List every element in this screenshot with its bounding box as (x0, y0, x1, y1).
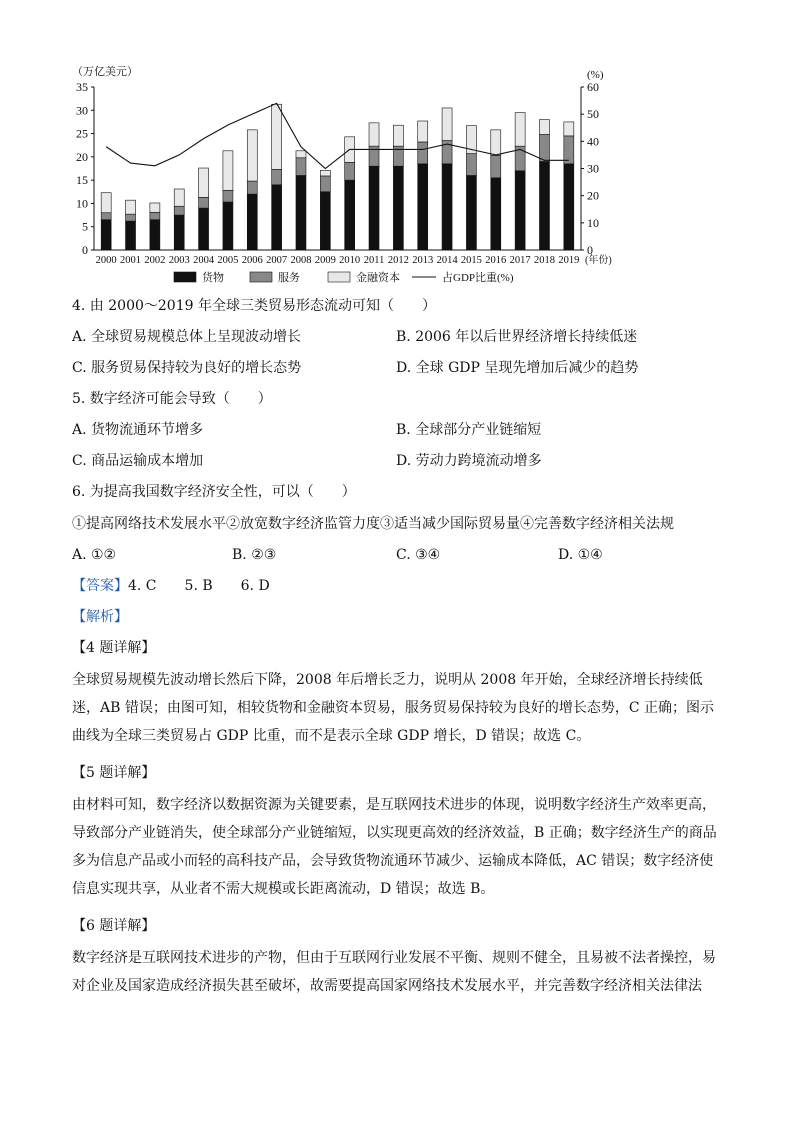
x-tick-label: 2005 (217, 255, 239, 266)
trade-chart-svg (66, 60, 626, 290)
bar-货物-2003 (174, 215, 184, 250)
analysis-tag: 【解析】 (72, 609, 128, 625)
bar-货物-2012 (393, 166, 403, 250)
bar-货物-2004 (199, 208, 209, 250)
x-tick-label: 2016 (485, 255, 507, 266)
x-tick-label: 2013 (412, 255, 434, 266)
bar-服务-2009 (320, 176, 330, 192)
right-tick-label: 0 (587, 243, 593, 257)
left-tick-label: 25 (76, 126, 88, 141)
explain-5-heading: 【5 题详解】 (72, 765, 156, 781)
bar-货物-2014 (442, 164, 452, 250)
legend-label-货物: 货物 (202, 272, 224, 284)
bar-货物-2015 (466, 175, 476, 250)
x-tick-label: 2000 (95, 255, 117, 266)
q6-option-d[interactable]: D. ①④ (558, 547, 603, 563)
bar-服务-2004 (199, 197, 209, 208)
right-tick-label: 10 (587, 215, 599, 230)
q5-option-a[interactable]: A. 货物流通环节增多 (72, 422, 204, 438)
bar-服务-2006 (247, 181, 257, 194)
left-tick-label: 5 (82, 219, 88, 234)
bar-货物-2017 (515, 171, 525, 250)
bar-金融资本-2003 (174, 189, 184, 206)
x-tick-label: 2007 (266, 255, 288, 266)
explain-5-text: 由材料可知，数字经济以数据资源为关键要素，是互联网技术进步的体现，说明数字经济生产效率更高，导致部分产业链消失，使全球部分产业链缩短，以实现更高效的经济效益，B 正确；数字经济生产的商品多为信息产品或小而轻的高科技产品，会导致货物流通环节减少、运输成本降低，AC 错误；数字经济使信息实现共享，从业者不需大规模或长距离流动，D 错误；故选 B。 (72, 797, 717, 897)
explain-6-text: 数字经济是互联网技术进步的产物，但由于互联网行业发展不平衡、规则不健全，且易被不法者操控，易对企业及国家造成经济损失甚至破坏，故需要提高国家网络技术发展水平，并完善数字经济相关法律法 (72, 950, 716, 994)
legend-label-金融资本: 金融资本 (356, 272, 400, 284)
q5-option-b[interactable]: B. 全球部分产业链缩短 (396, 422, 542, 438)
x-tick-label: 2006 (241, 255, 263, 266)
bar-金融资本-2004 (199, 168, 209, 197)
x-tick-label: 2015 (460, 255, 482, 266)
answer-5: 5. B (184, 578, 213, 594)
answer-tag: 【答案】 (72, 578, 128, 594)
bar-服务-2018 (539, 135, 549, 162)
left-tick-label: 10 (76, 196, 88, 211)
right-tick-label: 20 (587, 188, 599, 203)
bar-金融资本-2011 (369, 123, 379, 146)
bar-服务-2010 (345, 162, 355, 180)
bar-服务-2003 (174, 206, 184, 215)
bar-服务-2015 (466, 154, 476, 176)
q4-stem: 4. 由 2000～2019 年全球三类贸易形态流动可知（ ） (72, 298, 436, 314)
bar-货物-2002 (150, 220, 160, 250)
answer-line (72, 576, 270, 596)
q6-stem: 6. 为提高我国数字经济安全性，可以（ ） (72, 484, 356, 500)
left-tick-label: 20 (76, 149, 88, 164)
right-tick-label: 60 (587, 80, 599, 94)
legend-swatch-服务 (250, 272, 272, 282)
right-axis-unit-label: (%) (587, 69, 604, 81)
x-tick-label: 2014 (436, 255, 458, 266)
x-tick-label: 2012 (387, 255, 409, 266)
bar-货物-2006 (247, 194, 257, 250)
bar-货物-2013 (418, 164, 428, 250)
x-tick-label: 2004 (193, 255, 215, 266)
left-tick-label: 0 (82, 243, 88, 257)
q6-option-c[interactable]: C. ③④ (396, 547, 441, 563)
q6-option-b[interactable]: B. ②③ (232, 547, 277, 563)
bar-金融资本-2019 (564, 122, 574, 136)
q6-items: ①提高网络技术发展水平②放宽数字经济监管力度③适当减少国际贸易量④完善数字经济相关法规 (72, 516, 674, 532)
q5-option-d[interactable]: D. 劳动力跨境流动增多 (396, 453, 542, 469)
explain-4-text: 全球贸易规模先波动增长然后下降，2008 年后增长乏力，说明从 2008 年开始，全球经济增长持续低迷，AB 错误；由图可知，相较货物和金融资本贸易，服务贸易保持较为良好的增长态势，C 正确；图示曲线为全球三类贸易占 GDP 比重，而不是表示全球 GDP 增长，D 错误；故选 C。 (72, 672, 715, 744)
x-tick-label: 2011 (363, 255, 385, 266)
bar-金融资本-2007 (272, 104, 282, 169)
left-axis-unit-label: （万亿美元） (72, 66, 138, 78)
x-tick-label: 2019 (558, 255, 580, 266)
bar-服务-2005 (223, 190, 233, 202)
trade-chart (66, 60, 626, 290)
bar-货物-2011 (369, 166, 379, 250)
x-tick-label: 2017 (509, 255, 531, 266)
left-tick-label: 30 (76, 103, 88, 118)
bar-金融资本-2008 (296, 151, 306, 158)
bar-货物-2009 (320, 192, 330, 250)
legend-swatch-金融资本 (328, 272, 350, 282)
bar-金融资本-2002 (150, 203, 160, 212)
bar-货物-2007 (272, 185, 282, 250)
right-tick-label: 40 (587, 134, 599, 149)
bar-金融资本-2016 (491, 130, 501, 156)
bar-货物-2001 (126, 221, 136, 250)
legend-label-服务: 服务 (278, 272, 300, 284)
q5-option-c[interactable]: C. 商品运输成本增加 (72, 453, 204, 469)
x-axis-unit-label: (年份) (585, 255, 612, 266)
bar-货物-2019 (564, 164, 574, 250)
q6-option-a[interactable]: A. ①② (72, 547, 117, 563)
bar-货物-2005 (223, 202, 233, 250)
answer-6: 6. D (240, 578, 270, 594)
bar-金融资本-2006 (247, 130, 257, 181)
left-tick-label: 15 (76, 173, 88, 188)
bar-金融资本-2013 (418, 121, 428, 142)
right-tick-label: 50 (587, 107, 599, 122)
bar-金融资本-2009 (320, 170, 330, 176)
bar-货物-2010 (345, 180, 355, 250)
bar-金融资本-2001 (126, 200, 136, 214)
bar-金融资本-2018 (539, 120, 549, 135)
bar-货物-2000 (101, 220, 111, 250)
right-tick-label: 30 (587, 161, 599, 176)
bar-服务-2019 (564, 136, 574, 164)
bar-金融资本-2000 (101, 193, 111, 213)
x-tick-label: 2009 (314, 255, 336, 266)
x-tick-label: 2018 (533, 255, 555, 266)
x-tick-label: 2002 (144, 255, 166, 266)
q5-stem: 5. 数字经济可能会导致（ ） (72, 391, 272, 407)
bar-金融资本-2014 (442, 108, 452, 141)
answer-4: 4. C (128, 578, 157, 594)
q4-option-b[interactable]: B. 2006 年以后世界经济增长持续低迷 (396, 329, 638, 345)
bar-服务-2013 (418, 142, 428, 164)
bar-金融资本-2017 (515, 113, 525, 147)
bar-服务-2002 (150, 212, 160, 219)
bar-金融资本-2012 (393, 125, 403, 146)
explain-6-heading: 【6 题详解】 (72, 918, 156, 934)
q4-option-a[interactable]: A. 全球贸易规模总体上呈现波动增长 (72, 329, 302, 345)
bar-服务-2016 (491, 155, 501, 177)
q4-option-c[interactable]: C. 服务贸易保持较为良好的增长态势 (72, 360, 302, 376)
bar-服务-2001 (126, 214, 136, 221)
x-tick-label: 2010 (339, 255, 361, 266)
bar-金融资本-2005 (223, 151, 233, 191)
explain-4-heading: 【4 题详解】 (72, 640, 156, 656)
bar-货物-2018 (539, 162, 549, 250)
bar-货物-2008 (296, 175, 306, 250)
bar-服务-2008 (296, 158, 306, 176)
x-tick-label: 2008 (290, 255, 312, 266)
x-tick-label: 2003 (168, 255, 190, 266)
bar-货物-2016 (491, 178, 501, 250)
bar-服务-2000 (101, 213, 111, 220)
legend-label-line: 占GDP比重(%) (442, 272, 514, 284)
q4-option-d[interactable]: D. 全球 GDP 呈现先增加后减少的趋势 (396, 360, 639, 376)
left-tick-label: 35 (76, 80, 88, 94)
bar-服务-2007 (272, 169, 282, 184)
legend-swatch-货物 (174, 272, 196, 282)
x-tick-label: 2001 (120, 255, 142, 266)
